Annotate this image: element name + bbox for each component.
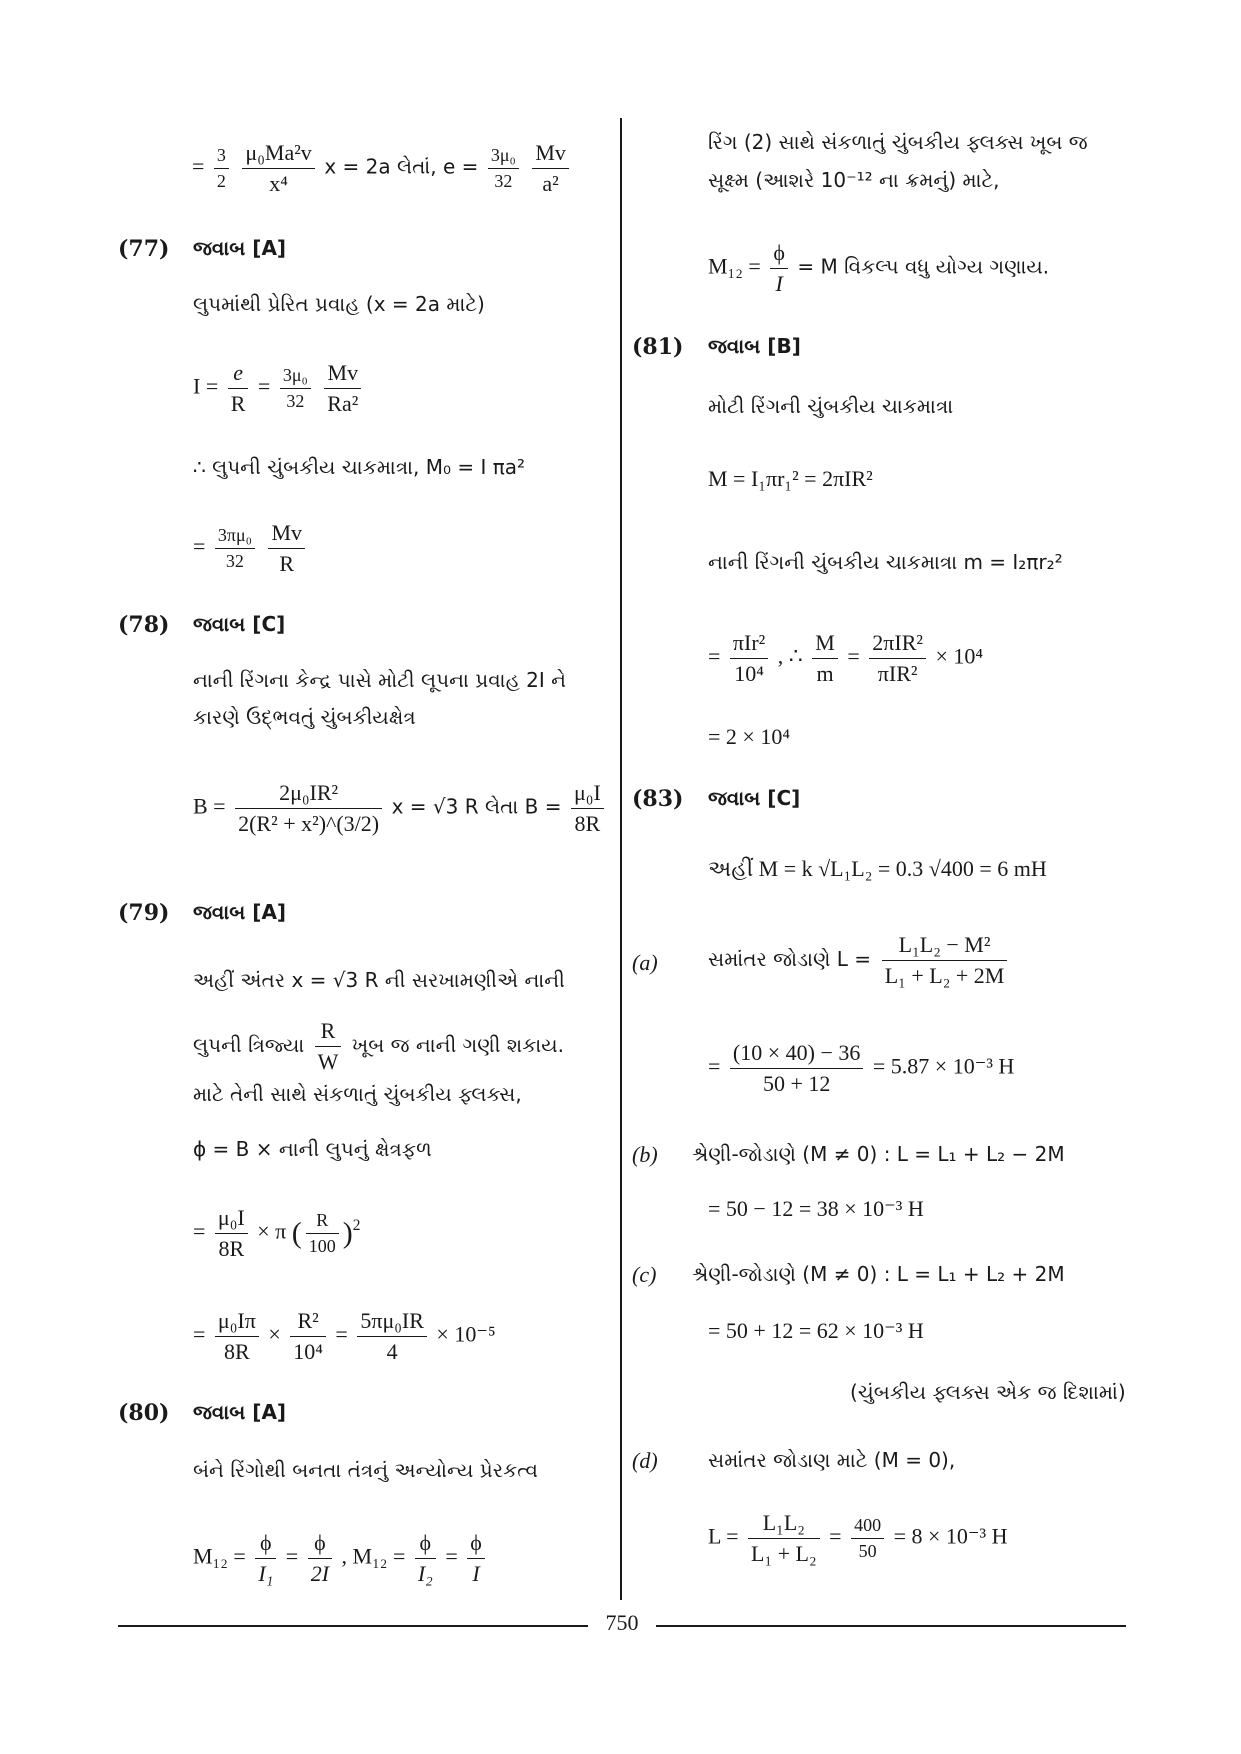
- equation: શ્રેણી-જોડાણે (M ≠ 0) : L = L₁ + L₂ − 2M: [692, 1142, 1065, 1166]
- frac: $\frac{Mv}{\text{Ra²}}$: [324, 360, 361, 417]
- frac: $\frac{\phi}{I}$: [467, 1530, 485, 1587]
- equation: M₁₂ = $\frac{\phi}{I}$ = M વિકલ્પ વધુ યોગ્ય ગણાય.: [708, 240, 1050, 296]
- text-line: મોટી રિંગની ચુંબકીય ચાકમાત્રા: [708, 394, 954, 418]
- frac: $\frac{\text{μ₀I}}{8R}$: [571, 780, 604, 837]
- frac: $\frac{\phi}{2I}$: [308, 1530, 332, 1587]
- text-line: ∴ લુપની ચુંબકીય ચાકમાત્રા, M₀ = I πa²: [193, 455, 526, 479]
- frac: $\frac{\text{μ₀Ma²v}}{\text{x⁴}}$: [242, 140, 314, 197]
- equation: શ્રેણી-જોડાણે (M ≠ 0) : L = L₁ + L₂ + 2M: [692, 1262, 1065, 1286]
- sub-label: (b): [632, 1142, 658, 1167]
- equation: I = $\frac{e}{R}$ = $\frac{\text{3μ₀}}{32}$ $\frac{Mv}{\text{Ra²}}$: [193, 360, 365, 417]
- equation: સમાંતર જોડાણે L = $\frac{\text{L₁L₂ − M²}}{\text{L₁ + L₂ + 2M}}$: [708, 932, 1011, 989]
- frac: $\frac{3}{2}$: [214, 145, 229, 192]
- sub-label: (c): [632, 1262, 657, 1287]
- eq-top-e: = $\frac{3}{2}$ $\frac{\text{μ₀Ma²v}}{\text{x⁴}}$ x = 2a લેતાં, e = $\frac{\text{3μ₀}}{32}$ $\frac{Mv}{\text{a²}}$: [192, 140, 573, 197]
- frac: $\frac{\text{μ₀I}}{8R}$: [215, 1205, 248, 1262]
- answer-label: જવાબ [B]: [708, 334, 801, 358]
- text-line: લુપની ત્રિજ્યા $\frac{R}{W}$ ખૂબ જ નાની ગણી શકાય.: [193, 1018, 564, 1074]
- equation: = 50 − 12 = 38 × 10⁻³ H: [708, 1196, 924, 1221]
- frac: $\frac{Mv}{R}$: [268, 520, 305, 577]
- text-line: ϕ = B × નાની લુપનું ક્ષેત્રફળ: [193, 1137, 432, 1161]
- frac: $\frac{\phi}{\text{I₂}}$: [415, 1530, 436, 1587]
- question-number: (77): [118, 236, 170, 262]
- frac: $\frac{400}{50}$: [851, 1515, 884, 1562]
- frac: $\frac{\text{μ₀Iπ}}{8R}$: [215, 1308, 259, 1365]
- footer-rule-left: [118, 1625, 588, 1627]
- equation: B = $\frac{\text{2μ₀IR²}}{\text{2(R² + x²)\textasciicircum{}(3/2)}}$ x = √3 R લેતા B = $\frac{\text{μ₀I}}{8R}$: [193, 780, 608, 837]
- frac: $\frac{\text{R²}}{\text{10⁴}}$: [290, 1308, 326, 1365]
- answer-label: જવાબ [A]: [193, 1400, 287, 1424]
- frac: $\frac{(10 \times 40) - 36}{50 + 12}$: [730, 1040, 863, 1097]
- text-line: અહીં અંતર x = √3 R ની સરખામણીએ નાની: [193, 968, 565, 992]
- frac: $\frac{\text{5πμ₀IR}}{4}$: [357, 1308, 427, 1365]
- equation: L = $\frac{\text{L₁L₂}}{\text{L₁ + L₂}}$ = $\frac{400}{50}$ = 8 × 10⁻³ H: [708, 1510, 1008, 1566]
- sub-label: (d): [632, 1448, 658, 1473]
- frac: $\frac{\text{3μ₀}}{32}$: [280, 365, 311, 412]
- frac: $\frac{\text{L₁L₂ − M²}}{\text{L₁ + L₂ + 2M}}$: [882, 932, 1008, 989]
- footer-rule-right: [656, 1625, 1126, 1627]
- equation: અહીં M = k √L₁L₂ = 0.3 √400 = 6 mH: [708, 856, 1047, 881]
- frac: $\frac{\text{2πIR²}}{\text{πIR²}}$: [869, 630, 926, 687]
- text-line: સમાંતર જોડાણ માટે (M = 0),: [708, 1448, 956, 1472]
- text-line: માટે તેની સાથે સંકળાતું ચુંબકીય ફ્લક્સ,: [193, 1082, 522, 1106]
- equation: = $\frac{\text{μ₀Iπ}}{8R}$ × $\frac{\text{R²}}{\text{10⁴}}$ = $\frac{\text{5πμ₀IR}}{4}$ × 10⁻⁵: [193, 1308, 496, 1364]
- equation: = $\frac{\text{3πμ₀}}{32}$ $\frac{Mv}{R}$: [193, 520, 309, 577]
- frac: $\frac{M}{m}$: [812, 630, 838, 687]
- equation: M₁₂ = $\frac{\phi}{\text{I₁}}$ = $\frac{\phi}{2I}$ , M₁₂ = $\frac{\phi}{\text{I₂}}$ = $\frac{\phi}{I}$: [193, 1530, 489, 1587]
- frac: $\frac{\text{L₁L₂}}{\text{L₁ + L₂}}$: [748, 1510, 820, 1567]
- text-line: નાની રિંગના કેન્દ્ર પાસે મોટી લૂપના પ્રવાહ 2I ને: [193, 668, 567, 692]
- text-line: લુપમાંથી પ્રેરિત પ્રવાહ (x = 2a માટે): [193, 292, 485, 316]
- equation: = $\frac{\text{πIr²}}{\text{10⁴}}$ , ∴ $\frac{M}{m}$ = $\frac{\text{2πIR²}}{\text{πIR²}}$ × 10⁴: [708, 630, 984, 686]
- answer-label: જવાબ [A]: [193, 900, 287, 924]
- column-divider: [620, 118, 622, 1600]
- frac: $\frac{Mv}{\text{a²}}$: [532, 140, 569, 197]
- question-number: (80): [118, 1400, 170, 1426]
- frac: $\frac{\text{πIr²}}{\text{10⁴}}$: [730, 630, 768, 687]
- text-line: બંને રિંગોથી બનતા તંત્રનું અન્યોન્ય પ્રેરકત્વ: [193, 1458, 539, 1482]
- page-number: 750: [605, 1610, 639, 1635]
- frac: $\frac{\text{2μ₀IR²}}{\text{2(R² + x²)\textasciicircum{}(3/2)}}$: [235, 780, 382, 837]
- equation: = 50 + 12 = 62 × 10⁻³ H: [708, 1318, 924, 1343]
- question-number: (83): [632, 786, 684, 812]
- question-number: (81): [632, 334, 684, 360]
- text-line: સૂક્ષ્મ (આશરે 10⁻¹² ના ક્રમનું) માટે,: [708, 168, 1000, 192]
- text-line: રિંગ (2) સાથે સંકળાતું ચુંબકીય ફ્લક્સ ખૂબ જ: [708, 130, 1088, 154]
- question-number: (78): [118, 612, 170, 638]
- equation: = 2 × 10⁴: [708, 724, 790, 749]
- text-line: કારણે ઉદ્ભવતું ચુંબકીયક્ષેત્ર: [193, 705, 416, 729]
- answer-label: જવાબ [C]: [193, 612, 286, 636]
- answer-label: જવાબ [A]: [193, 236, 287, 260]
- frac: $\frac{\phi}{\text{I₁}}$: [255, 1530, 276, 1587]
- text-line: નાની રિંગની ચુંબકીય ચાકમાત્રા m = I₂πr₂²: [708, 550, 1063, 574]
- frac: $\frac{\text{3μ₀}}{32}$: [488, 145, 519, 192]
- answer-label: જવાબ [C]: [708, 786, 801, 810]
- equation: = $\frac{\text{μ₀I}}{8R}$ × π ( $\frac{R}{100}$ )$^2$: [193, 1205, 361, 1261]
- sub-label: (a): [632, 950, 658, 975]
- frac: $\frac{R}{W}$: [315, 1018, 342, 1075]
- frac: $\frac{\phi}{I}$: [770, 240, 788, 297]
- equation: M = I₁πr₁² = 2πIR²: [708, 466, 873, 491]
- question-number: (79): [118, 900, 170, 926]
- frac: $\frac{R}{100}$: [306, 1210, 339, 1257]
- frac: $\frac{e}{R}$: [228, 360, 249, 417]
- note: (ચુંબકીય ફ્લક્સ એક જ દિશામાં): [850, 1380, 1126, 1404]
- equation: = $\frac{(10 \times 40) - 36}{50 + 12}$ = 5.87 × 10⁻³ H: [708, 1040, 1015, 1096]
- frac: $\frac{\text{3πμ₀}}{32}$: [215, 525, 255, 572]
